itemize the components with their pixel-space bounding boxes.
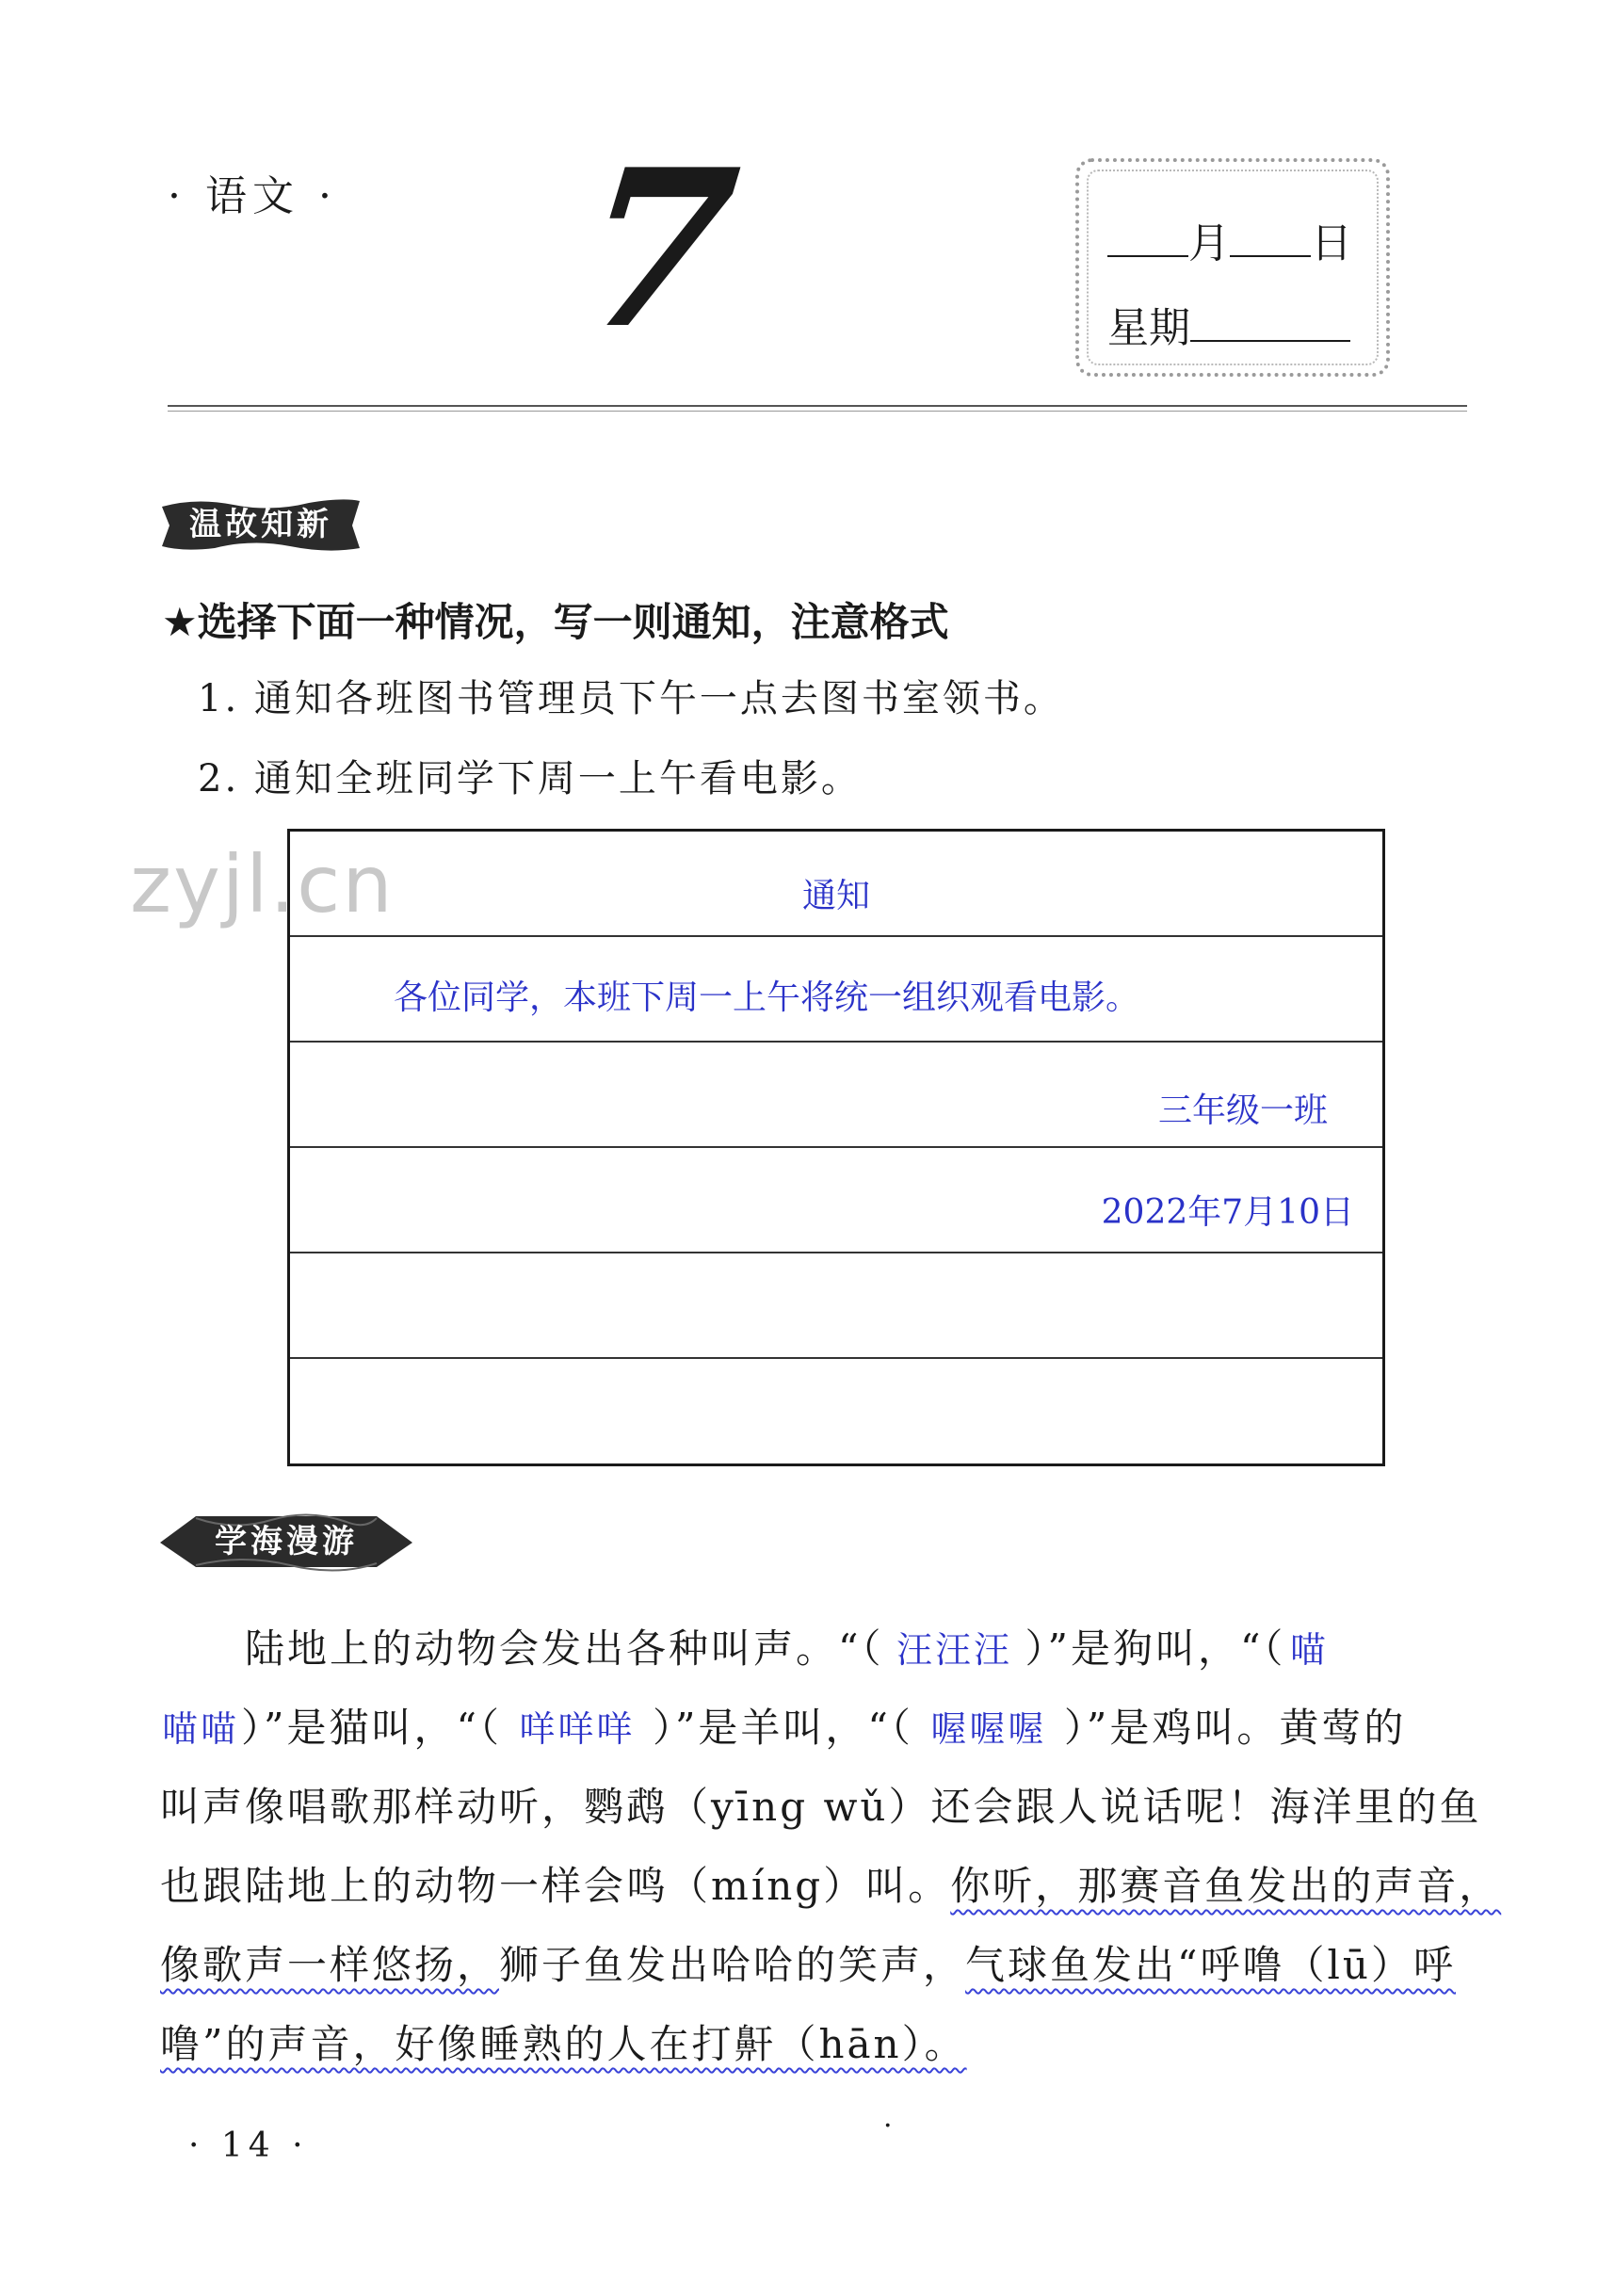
month-blank[interactable] <box>1107 255 1188 257</box>
passage-text: ）”是鸡叫。黄莺的 <box>1063 1705 1407 1751</box>
watermark: zyjl.cn <box>130 838 395 930</box>
task-option-1: 1. 通知各班图书管理员下午一点去图书室领书。 <box>198 677 1064 720</box>
notice-row-date[interactable] <box>290 1148 1382 1253</box>
month-label: 月 <box>1188 219 1230 267</box>
subject-label: · 语文 · <box>168 172 337 220</box>
passage-line-5 <box>160 1934 1456 1991</box>
lesson-number: 7 <box>570 122 749 377</box>
notice-answer-grid <box>287 829 1385 1466</box>
weekday-label: 星期 <box>1107 304 1190 352</box>
notice-row-body[interactable] <box>290 937 1382 1043</box>
review-section-title: 温故知新 <box>189 506 332 543</box>
notice-row-title[interactable] <box>290 832 1382 937</box>
underlined-sentence: 像歌声一样悠扬， <box>160 1942 500 1988</box>
passage-text: ）”是狗叫，“（ <box>1025 1625 1286 1672</box>
answer-cat-sound-part1[interactable]: 喵 <box>1289 1629 1329 1671</box>
weekday-line[interactable] <box>1107 294 1350 354</box>
answer-sheep-sound[interactable]: 咩咩咩 <box>519 1708 636 1750</box>
notice-row-signer[interactable] <box>290 1043 1382 1148</box>
passage-text: ）”是猫叫，“（ <box>241 1705 502 1751</box>
underlined-sentence: 噜”的声音，好像睡熟的人在打鼾（hān）。 <box>160 2021 967 2067</box>
passage-line-3: 叫声像唱歌那样动听，鹦鹉（yīng wǔ）还会跟人说话呢！海洋里的鱼 <box>160 1784 1482 1830</box>
header-rule-thin <box>168 411 1467 412</box>
answer-dog-sound[interactable]: 汪汪汪 <box>896 1629 1012 1671</box>
notice-date: 2022年7月10日 <box>1101 1193 1354 1232</box>
explore-section-title: 学海漫游 <box>215 1523 358 1560</box>
date-month-day-line[interactable] <box>1107 209 1352 269</box>
weekday-blank[interactable] <box>1190 340 1350 342</box>
notice-signer: 三年级一班 <box>1157 1091 1328 1130</box>
explore-section-banner <box>158 1511 414 1573</box>
notice-body: 各位同学，本班下周一上午将统一组织观看电影。 <box>394 978 1140 1017</box>
notice-title: 通知 <box>801 877 870 915</box>
answer-rooster-sound[interactable]: 喔喔喔 <box>930 1708 1047 1750</box>
task-option-2: 2. 通知全班同学下周一上午看电影。 <box>198 757 862 800</box>
passage-text: ）”是羊叫，“（ <box>652 1705 913 1751</box>
answer-cat-sound-part2[interactable]: 喵喵 <box>161 1708 239 1750</box>
page-number: · 14 · <box>188 2126 309 2165</box>
day-label: 日 <box>1311 219 1352 267</box>
passage-line-4 <box>160 1855 1501 1912</box>
review-section-banner <box>158 493 363 556</box>
passage-line-1 <box>245 1618 1332 1674</box>
task-instruction: ★选择下面一种情况，写一则通知，注意格式 <box>162 599 949 645</box>
passage-text: 狮子鱼发出哈哈的笑声， <box>499 1942 966 1988</box>
header-rule <box>168 405 1467 407</box>
passage-text: 陆地上的动物会发出各种叫声。“（ <box>245 1625 884 1672</box>
underlined-sentence: 你听，那赛音鱼发出的声音， <box>950 1863 1502 1909</box>
passage-line-6 <box>160 2013 967 2070</box>
passage-text: 也跟陆地上的动物一样会鸣（míng）叫。 <box>160 1863 951 1909</box>
day-blank[interactable] <box>1230 255 1311 257</box>
passage-line-2 <box>160 1697 1406 1754</box>
notice-row-blank[interactable] <box>290 1253 1382 1359</box>
date-box <box>1075 158 1390 377</box>
footer-dot: · <box>883 2110 893 2142</box>
notice-row-blank[interactable] <box>290 1359 1382 1464</box>
underlined-sentence: 气球鱼发出“呼噜（lū）呼 <box>965 1942 1456 1988</box>
